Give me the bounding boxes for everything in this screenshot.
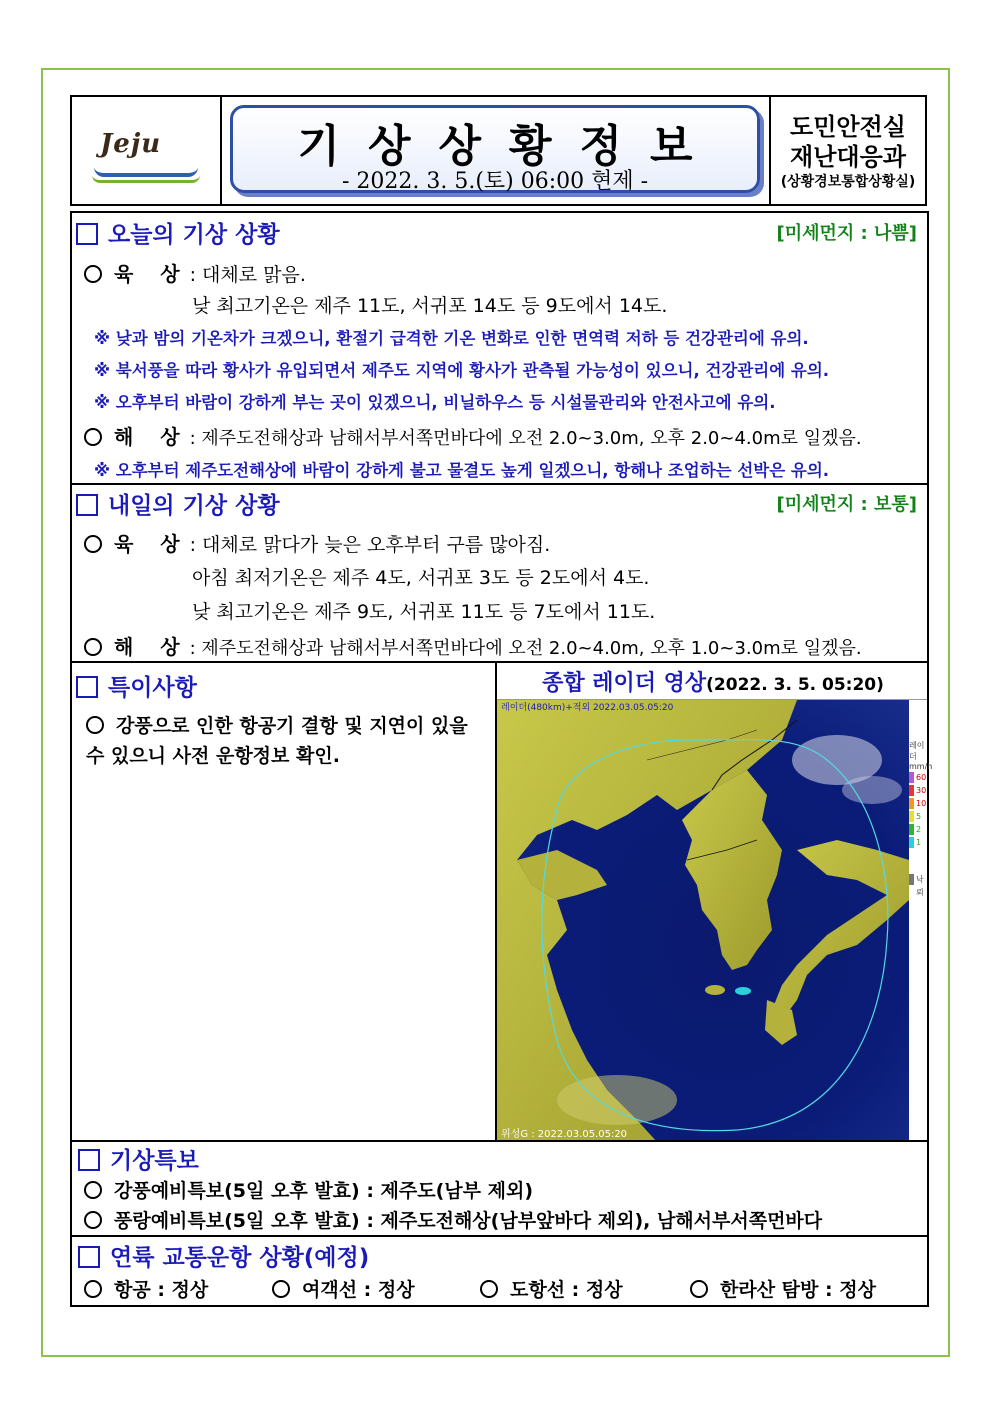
legend-item: 10 [909,797,927,810]
circle-icon [84,428,102,446]
circle-icon [272,1280,290,1298]
legend-item: 5 [909,810,927,823]
tomorrow-sea: 해 상: 제주도전해상과 남해서부서쪽먼바다에 오전 2.0~4.0m, 오후 1.0~3.0m로 일겠음. [84,631,862,660]
divider [72,1140,927,1142]
dept-office: (상황경보통합상황실) [780,174,916,190]
legend-item: 30 [909,784,927,797]
legend-item: 60 [909,771,927,784]
circle-icon [84,1211,102,1229]
legend-item: 2 [909,823,927,836]
radar-legend [909,740,933,897]
today-sea: 해 상: 제주도전해상과 남해서부서쪽먼바다에 오전 2.0~3.0m, 오후 2.0~4.0m로 일겠음. [84,421,862,450]
dept-division: 재난대응과 [790,143,906,171]
tomorrow-dust-level: [미세먼지 : 보통] [776,494,917,515]
circle-icon [84,535,102,553]
traffic-air: 항공 : 정상 [84,1275,208,1302]
tomorrow-section-title: 내일의 기상 상황 [76,487,280,520]
legend-item: 1 [909,836,927,849]
legend-title: 레이더 [909,741,925,761]
today-land: 육 상: 대체로 맑음. [84,258,306,287]
legend-item-lightning: 낙뢰 [909,873,927,886]
traffic-section-title: 연륙 교통운항 상황(예정) [78,1239,369,1272]
title-box [230,105,760,193]
checkbox-icon [78,1149,100,1171]
today-note-3: ※ 오후부터 바람이 강하게 부는 곳이 있겠으니, 비닐하우스 등 시설물관리와 안전사고에 유의. [94,393,776,412]
page-title: 기상상황정보 [297,121,721,172]
legend-unit: mm/h [909,762,933,771]
circle-icon [84,638,102,656]
circle-icon [86,716,104,734]
today-note-1: ※ 낮과 밤의 기온차가 크겠으니, 환절기 급격한 기온 변화로 인한 면역력 저하 등 건강관리에 유의. [94,329,809,348]
circle-icon [84,265,102,283]
traffic-ferry: 여객선 : 정상 [272,1275,415,1302]
radar-map [497,700,909,1142]
checkbox-icon [76,676,98,698]
checkbox-icon [78,1246,100,1268]
radar-panel [497,699,933,1141]
radar-caption: 레이더(480km)+적외 2022.03.05.05:20 [501,703,674,713]
circle-icon [690,1280,708,1298]
page-subtitle: - 2022. 3. 5.(토) 06:00 현제 - [341,169,649,194]
radar-title: 종합 레이더 영상(2022. 3. 5. 05:20) [542,671,884,696]
today-dust-level: [미세먼지 : 나쁨] [776,223,917,244]
satellite-timestamp: 위성G : 2022.03.05.05:20 [501,1129,628,1140]
tomorrow-land: 육 상: 대체로 맑다가 늦은 오후부터 구름 많아짐. [84,528,550,557]
traffic-hallasan: 한라산 탐방 : 정상 [690,1275,876,1302]
dept-name: 도민안전실 [790,113,906,141]
logo-swoosh-green-icon [92,175,200,183]
circle-icon [84,1181,102,1199]
department-cell [769,97,925,204]
circle-icon [84,1280,102,1298]
header [70,95,927,206]
today-section-title: 오늘의 기상 상황 [76,216,280,249]
warnings-section-title: 기상특보 [78,1142,199,1175]
today-sea-note: ※ 오후부터 제주도전해상에 바람이 강하게 불고 물결도 높게 일겠으니, 항해나 조업하는 선박은 유의. [94,461,830,480]
special-notice: 강풍으로 인한 항공기 결항 및 지연이 있을 수 있으니 사전 운항정보 확인. [86,715,468,767]
circle-icon [480,1280,498,1298]
divider [72,661,927,663]
special-section-title: 특이사항 [76,669,197,702]
logo-text: Jeju [100,129,162,159]
warning-item: 강풍예비특보(5일 오후 발효) : 제주도(남부 제외) [84,1176,533,1203]
today-land-temp: 낮 최고기온은 제주 11도, 서귀포 14도 등 9도에서 14도. [192,295,668,317]
checkbox-icon [76,223,98,245]
tomorrow-land-min-temp: 아침 최저기온은 제주 4도, 서귀포 3도 등 2도에서 4도. [192,567,650,589]
radar-image [497,700,909,1142]
tomorrow-land-max-temp: 낮 최고기온은 제주 9도, 서귀포 11도 등 7도에서 11도. [192,601,656,623]
today-note-2: ※ 북서풍을 따라 황사가 유입되면서 제주도 지역에 황사가 관측될 가능성이 있으니, 건강관리에 유의. [94,361,830,380]
warning-item: 풍랑예비특보(5일 오후 발효) : 제주도전해상(남부앞바다 제외), 남해서부서쪽먼바다 [84,1206,822,1233]
jeju-logo [72,97,222,204]
checkbox-icon [76,494,98,516]
divider [72,1235,927,1237]
divider [72,483,927,485]
traffic-island-ferry: 도항선 : 정상 [480,1275,623,1302]
report-body [70,211,933,1307]
